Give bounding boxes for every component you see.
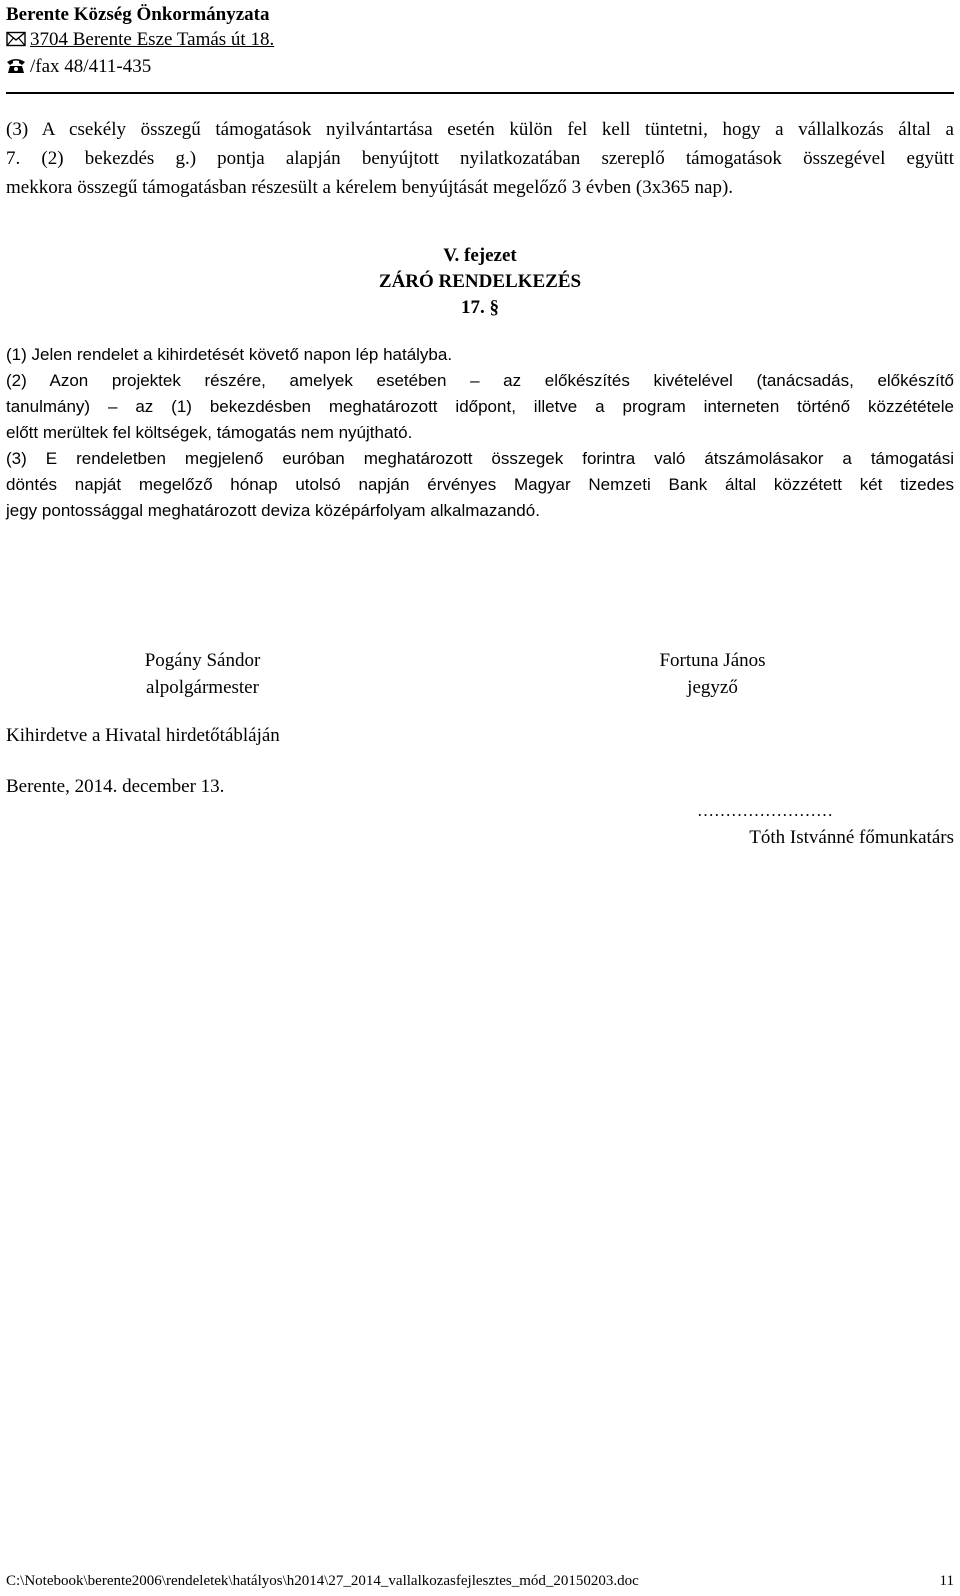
file-path: C:\Notebook\berente2006\rendeletek\hatályos\h2014\27_2014_vallalkozasfejlesztes_mód_20150203.doc [6, 1573, 639, 1589]
chapter-number: V. fejezet [443, 245, 517, 266]
signature-dotted-line: …………………… [697, 801, 833, 820]
address-text: 3704 Berente Esze Tamás út 18. [30, 29, 275, 50]
provision-2-line-1: (2) Azon projektek részére, amelyek esetében – az előkészítés kivételével (tanácsadás, előkészítő [6, 371, 954, 390]
closing-provisions [6, 342, 954, 524]
provision-2-line-2: tanulmány) – az (1) bekezdésben meghatározott időpont, illetve a program interneten történő közzététele [6, 397, 954, 416]
signature-right [610, 647, 815, 701]
section-sign: § [489, 297, 499, 318]
signatory-name-right: Fortuna János [659, 650, 766, 671]
signatory-name-left: Pogány Sándor [144, 650, 261, 671]
announcement-text: Kihirdetve a Hivatal hirdetőtábláján [6, 725, 280, 746]
previous-paragraph [6, 115, 954, 202]
address-line [6, 27, 954, 54]
previous-paragraph-line-3: mekkora összegű támogatásban részesült a kérelem benyújtását megelőző 3 évben (3x365 nap). [6, 177, 734, 198]
phone-line [6, 54, 954, 81]
place-and-date: Berente, 2014. december 13. [6, 776, 225, 797]
provision-2-line-3: előtt merültek fel költségek, támogatás nem nyújtható. [6, 423, 413, 442]
signatory-title-right: jegyző [687, 677, 738, 698]
section-number-text: 17. [461, 297, 490, 318]
provision-3-line-3: jegy pontossággal meghatározott deviza középárfolyam alkalmazandó. [6, 501, 540, 520]
provision-3-line-2: döntés napját megelőző hónap utolsó napján érvényes Magyar Nemzeti Bank által közzétett két tizedes [6, 475, 954, 494]
organization-name: Berente Község Önkormányzata [6, 4, 270, 25]
envelope-icon [6, 29, 26, 54]
provision-3-line-1: (3) E rendeletben megjelenő euróban meghatározott összegek forintra való átszámolásakor a támogatási [6, 449, 954, 468]
signatory-title-left: alpolgármester [146, 677, 259, 698]
previous-paragraph-line-2: 7. (2) bekezdés g.) pontja alapján benyújtott nyilatkozatában szereplő támogatások összegével együtt [6, 148, 954, 169]
phone-text: /fax 48/411-435 [30, 56, 152, 77]
officer-name: Tóth Istvánné főmunkatárs [749, 827, 954, 848]
document-footer [6, 1572, 954, 1590]
chapter-title: ZÁRÓ RENDELKEZÉS [378, 271, 582, 292]
previous-paragraph-line-1: (3) A csekély összegű támogatások nyilvántartása esetén külön fel kell tüntetni, hogy a vállalkozás által a [6, 119, 954, 140]
page-number: 11 [939, 1573, 954, 1589]
section-number [0, 295, 960, 321]
provision-1: (1) Jelen rendelet a kihirdetését követő napon lép hatályba. [6, 345, 453, 364]
letterhead [6, 2, 954, 81]
phone-icon [6, 56, 26, 81]
signature-left [100, 647, 305, 701]
header-divider [6, 92, 954, 94]
